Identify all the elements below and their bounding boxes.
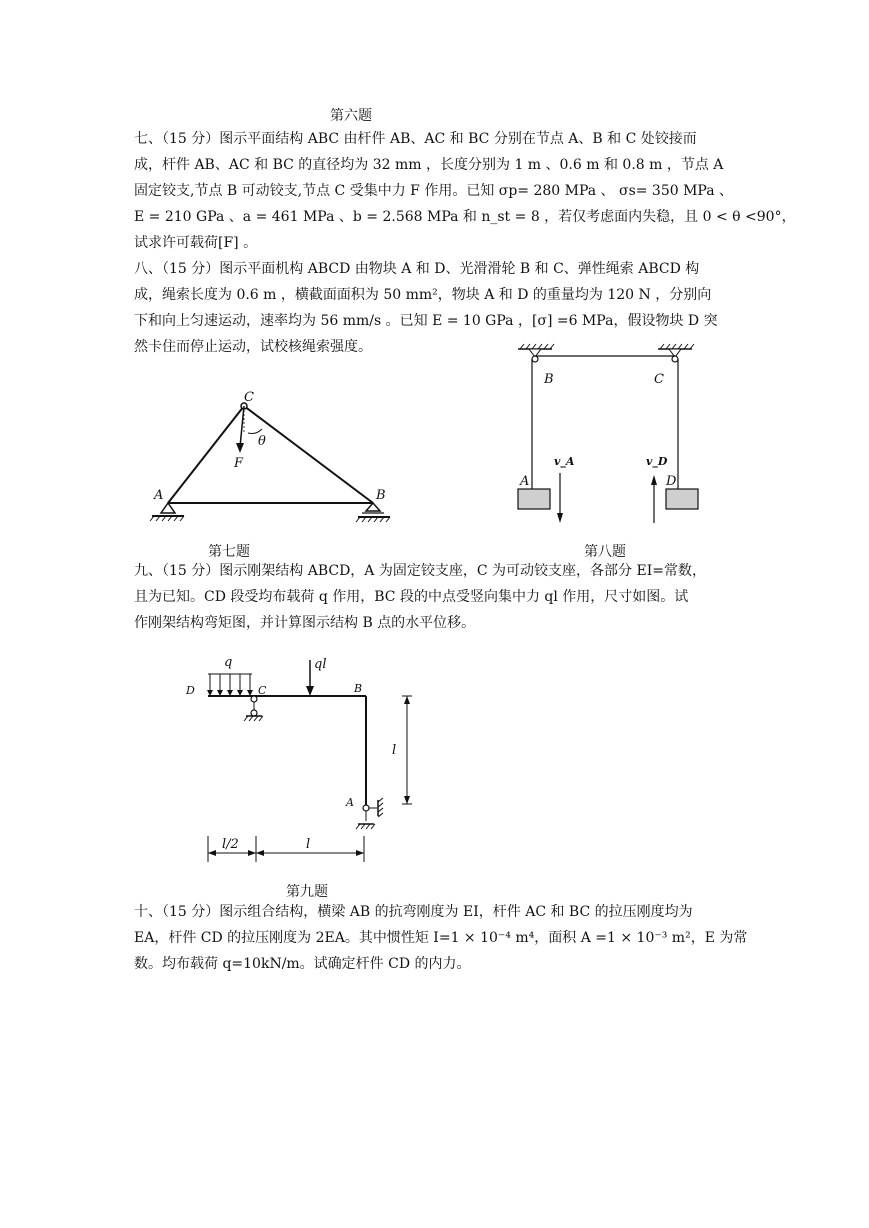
q7-line-4: E = 210 GPa 、a = 461 MPa 、b = 2.568 MPa 和 n_st = 8 ，若仅考虑面内失稳，且 0 < θ <90°，	[134, 209, 796, 225]
q7-label-a: A	[154, 488, 164, 503]
q8-caption: 第八题	[584, 544, 626, 560]
q9-label-b: B	[354, 682, 363, 695]
q9-label-l-vertical: l	[392, 743, 397, 758]
q8-line-2: 成，绳索长度为 0.6 m ，横截面面积为 50 mm²，物块 A 和 D 的重量均为 120 N ，分别向	[134, 287, 712, 303]
q7-line-2: 成，杆件 AB、AC 和 BC 的直径均为 32 mm ，长度分别为 1 m 、0.6 m 和 0.8 m ，节点 A	[134, 157, 724, 173]
q7-caption: 第七题	[208, 544, 250, 560]
q9-figure	[180, 650, 430, 865]
q7-label-b: B	[376, 488, 386, 503]
q7-line-1: 七、（15 分）图示平面结构 ABC 由杆件 AB、AC 和 BC 分别在节点 A、B 和 C 处铰接而	[134, 131, 697, 147]
q8-label-b: B	[544, 372, 554, 387]
q7-label-f: F	[234, 456, 244, 471]
block-d	[666, 489, 698, 509]
q7-line-5: 试求许可载荷[F] 。	[134, 235, 258, 251]
q9-line-1: 九、（15 分）图示刚架结构 ABCD，A 为固定铰支座，C 为可动铰支座，各部分 EI=常数，	[134, 563, 706, 579]
q8-label-d: D	[666, 474, 677, 489]
q7-label-theta: θ	[258, 434, 266, 449]
q8-label-c: C	[654, 372, 664, 387]
q8-figure	[512, 343, 712, 528]
q7-figure	[148, 385, 408, 535]
q6-caption: 第六题	[330, 108, 372, 124]
q9-label-c: C	[258, 684, 267, 697]
q9-line-2: 且为已知。CD 段受均布载荷 q 作用，BC 段的中点受竖向集中力 ql 作用，尺寸如图。试	[134, 589, 689, 605]
q9-label-d: D	[186, 684, 195, 697]
q10-line-3: 数。均布载荷 q=10kN/m。试确定杆件 CD 的内力。	[134, 956, 471, 972]
q9-line-3: 作刚架结构弯矩图，并计算图示结构 B 点的水平位移。	[134, 615, 476, 631]
q8-line-3: 下和向上匀速运动，速率均为 56 mm/s 。已知 E = 10 GPa ，[σ] =6 MPa，假设物块 D 突	[134, 313, 718, 329]
q9-caption: 第九题	[286, 884, 328, 900]
q8-label-a: A	[520, 474, 530, 489]
q9-label-a: A	[346, 796, 354, 809]
q9-label-l-half: l/2	[222, 837, 239, 852]
q10-line-2: EA，杆件 CD 的拉压刚度为 2EA。其中惯性矩 I=1 × 10⁻⁴ m⁴，面积 A =1 × 10⁻³ m²，E 为常	[134, 930, 748, 946]
q8-label-va: v_A	[554, 455, 575, 468]
q9-label-l-horizontal: l	[306, 837, 311, 852]
q8-label-vd: v_D	[646, 455, 668, 468]
q9-label-ql: ql	[314, 657, 327, 672]
q7-label-c: C	[244, 390, 254, 405]
q8-line-1: 八、（15 分）图示平面机构 ABCD 由物块 A 和 D、光滑滑轮 B 和 C、弹性绳索 ABCD 构	[134, 261, 700, 277]
q7-line-3: 固定铰支,节点 B 可动铰支,节点 C 受集中力 F 作用。已知 σp= 280 MPa 、 σs= 350 MPa 、	[134, 183, 734, 199]
q9-label-q: q	[224, 655, 233, 670]
q8-line-4: 然卡住而停止运动，试校核绳索强度。	[134, 339, 372, 355]
block-a	[518, 489, 550, 509]
q10-line-1: 十、（15 分）图示组合结构，横梁 AB 的抗弯刚度为 EI，杆件 AC 和 BC 的拉压刚度均为	[134, 904, 693, 920]
